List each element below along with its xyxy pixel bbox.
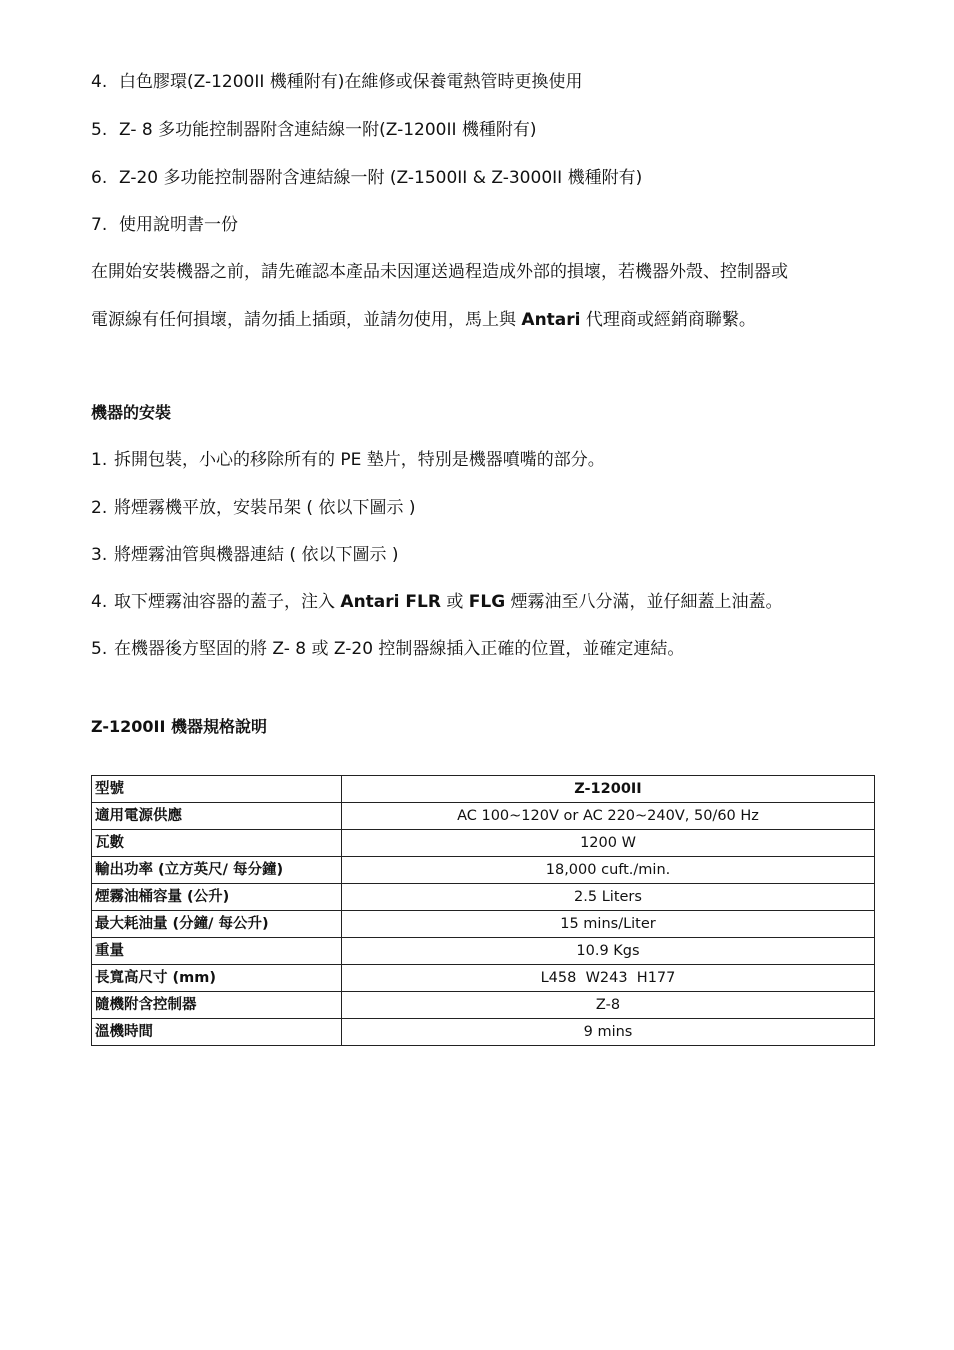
list-text: Z- 8 多功能控制器附含連結線一附(Z-1200II 機種附有)	[119, 120, 537, 140]
install-step-4	[91, 590, 783, 614]
spec-label: 隨機附含控制器	[92, 992, 342, 1019]
spec-value: L458 W243 H177	[342, 965, 875, 992]
spec-label: 溫機時間	[92, 1019, 342, 1046]
step-number: 4.	[91, 592, 108, 612]
list-text: 使用說明書一份	[119, 215, 238, 235]
step-text: 取下煙霧油容器的蓋子，注入	[114, 592, 341, 612]
table-row	[92, 776, 875, 803]
spec-value: 9 mins	[342, 1019, 875, 1046]
accessory-item-7	[91, 213, 238, 237]
spec-value: 2.5 Liters	[342, 884, 875, 911]
brand-name: Antari	[521, 310, 581, 330]
spec-table	[91, 775, 875, 1046]
notice-line-1: 在開始安裝機器之前，請先確認本產品未因運送過程造成外部的損壞，若機器外殼、控制器或	[91, 262, 788, 282]
install-step-2	[91, 496, 415, 520]
step-text: 將煙霧油管與機器連結 ( 依以下圖示 )	[114, 545, 399, 565]
notice-line-2	[91, 308, 756, 332]
install-step-3	[91, 543, 398, 567]
step-text: 或	[440, 592, 469, 612]
list-text: Z-20 多功能控制器附含連結線一附 (Z-1500II & Z-3000II 機種附有)	[119, 168, 643, 188]
spec-value: 10.9 Kgs	[342, 938, 875, 965]
table-row	[92, 938, 875, 965]
step-text: 煙霧油至八分滿，並仔細蓋上油蓋。	[505, 592, 783, 612]
step-text: 拆開包裝，小心的移除所有的 PE 墊片，特別是機器噴嘴的部分。	[114, 450, 605, 470]
spec-label: 煙霧油桶容量 (公升)	[92, 884, 342, 911]
list-number: 4.	[91, 72, 108, 92]
list-text: 白色膠環(Z-1200II 機種附有)在維修或保養電熱管時更換使用	[119, 72, 583, 92]
table-row	[92, 803, 875, 830]
spec-label: 長寬高尺寸 (mm)	[92, 965, 342, 992]
spec-value: 18,000 cuft./min.	[342, 857, 875, 884]
list-number: 7.	[91, 215, 108, 235]
spec-label: 重量	[92, 938, 342, 965]
spec-value: AC 100~120V or AC 220~240V, 50/60 Hz	[342, 803, 875, 830]
step-text: 將煙霧機平放，安裝吊架 ( 依以下圖示 )	[114, 498, 416, 518]
install-heading: 機器的安裝	[91, 403, 172, 422]
notice-text: 代理商或經銷商聯繫。	[580, 310, 756, 330]
install-step-5	[91, 637, 684, 661]
spec-heading: Z-1200II 機器規格說明	[91, 717, 267, 736]
spec-value: Z-1200II	[342, 776, 875, 803]
step-number: 3.	[91, 545, 108, 565]
product-name: Antari FLR	[340, 592, 441, 612]
spec-value: Z-8	[342, 992, 875, 1019]
spec-value: 1200 W	[342, 830, 875, 857]
table-row	[92, 884, 875, 911]
spec-value: 15 mins/Liter	[342, 911, 875, 938]
notice-text: 電源線有任何損壞，請勿插上插頭，並請勿使用，馬上與	[91, 310, 522, 330]
table-row	[92, 992, 875, 1019]
table-row	[92, 911, 875, 938]
step-number: 5.	[91, 639, 108, 659]
spec-label: 瓦數	[92, 830, 342, 857]
product-name: FLG	[468, 592, 506, 612]
step-text: 在機器後方堅固的將 Z- 8 或 Z-20 控制器線插入正確的位置，並確定連結。	[114, 639, 685, 659]
list-number: 5.	[91, 120, 108, 140]
accessory-item-6	[91, 166, 642, 190]
step-number: 1.	[91, 450, 108, 470]
spec-label: 輸出功率 (立方英尺/ 每分鐘)	[92, 857, 342, 884]
spec-label: 適用電源供應	[92, 803, 342, 830]
table-row	[92, 857, 875, 884]
table-row	[92, 965, 875, 992]
table-row	[92, 1019, 875, 1046]
accessory-item-5	[91, 118, 537, 142]
list-number: 6.	[91, 168, 108, 188]
spec-label: 型號	[92, 776, 342, 803]
step-number: 2.	[91, 498, 108, 518]
spec-label: 最大耗油量 (分鐘/ 每公升)	[92, 911, 342, 938]
install-step-1	[91, 448, 605, 472]
table-row	[92, 830, 875, 857]
accessory-item-4	[91, 70, 582, 94]
